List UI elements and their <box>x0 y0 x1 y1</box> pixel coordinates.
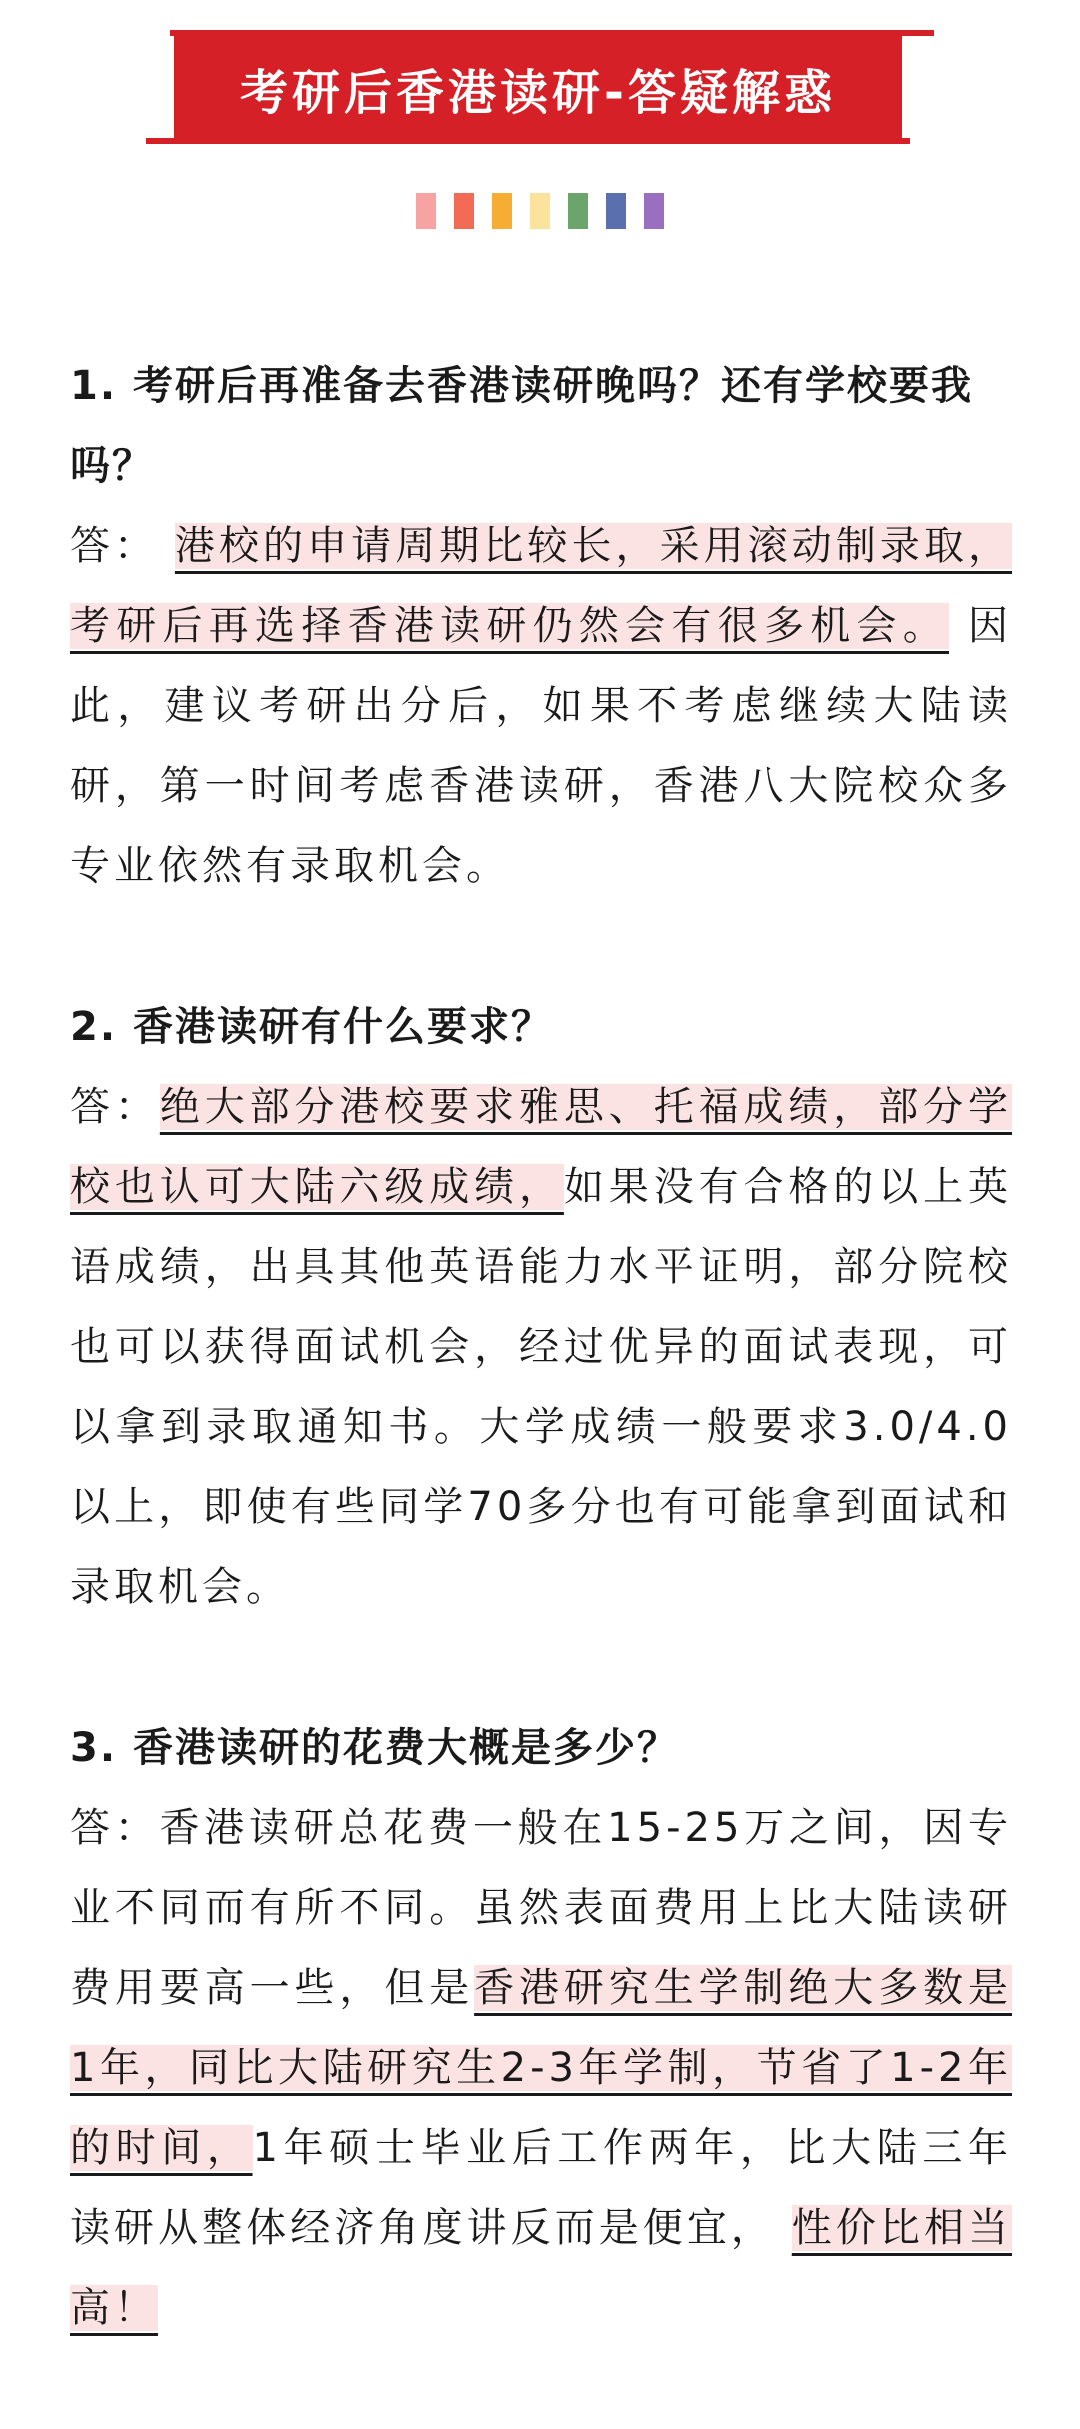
banner-box <box>174 36 902 140</box>
answer-prefix: 答： <box>70 1084 160 1130</box>
answer-text: 1年硕士毕业后工作两年，比大陆三年读研从整体经济角度讲反而是便宜， <box>70 2125 1013 2251</box>
swatch <box>530 193 550 229</box>
qa-item-1 <box>70 346 1012 906</box>
answer-text: 因此，建议考研出分后，如果不考虑继续大陆读研，第一时间考虑香港读研，香港八大院校众多专业依然有录取机会。 <box>70 603 1013 889</box>
question-3: 3. 香港读研的花费大概是多少？ <box>70 1725 679 1771</box>
answer-highlight-2: 性价比相当高！ <box>70 2205 1013 2331</box>
qa-item-3 <box>70 1708 1012 2348</box>
answer-2 <box>70 1067 1012 1627</box>
question-1: 1. 考研后再准备去香港读研晚吗？还有学校要我吗？ <box>70 363 973 489</box>
answer-prefix: 答： <box>70 523 159 569</box>
swatch <box>454 193 474 229</box>
qa-content <box>70 346 1012 2429</box>
swatch <box>644 193 664 229</box>
answer-1 <box>70 506 1012 906</box>
answer-text: 如果没有合格的以上英语成绩，出具其他英语能力水平证明，部分院校也可以获得面试机会，经过优异的面试表现，可以拿到录取通知书。大学成绩一般要求3.0/4.0以上，即使有些同学70多分也有可能拿到面试和录取机会。 <box>70 1164 1013 1610</box>
swatch <box>416 193 436 229</box>
answer-highlight: 港校的申请周期比较长，采用滚动制录取，考研后再选择香港读研仍然会有很多机会。 <box>70 523 1013 649</box>
title-banner <box>146 30 936 142</box>
color-swatches <box>416 193 664 229</box>
swatch <box>568 193 588 229</box>
swatch <box>492 193 512 229</box>
answer-highlight: 绝大部分港校要求雅思、托福成绩，部分学校也认可大陆六级成绩， <box>70 1084 1013 1210</box>
page-title: 考研后香港读研-答疑解惑 <box>240 64 836 121</box>
question-2: 2. 香港读研有什么要求？ <box>70 1004 553 1050</box>
answer-prefix: 答：香港读研总花费一般在15-25万之间，因专业不同而有所不同。虽然表面费用上比大陆读研费用要高一些，但是 <box>70 1805 1012 2011</box>
swatch <box>606 193 626 229</box>
answer-highlight: 香港研究生学制绝大多数是1年，同比大陆研究生2-3年学制，节省了1-2年的时间， <box>70 1965 1013 2171</box>
qa-item-2 <box>70 987 1012 1627</box>
answer-3 <box>70 1788 1012 2348</box>
